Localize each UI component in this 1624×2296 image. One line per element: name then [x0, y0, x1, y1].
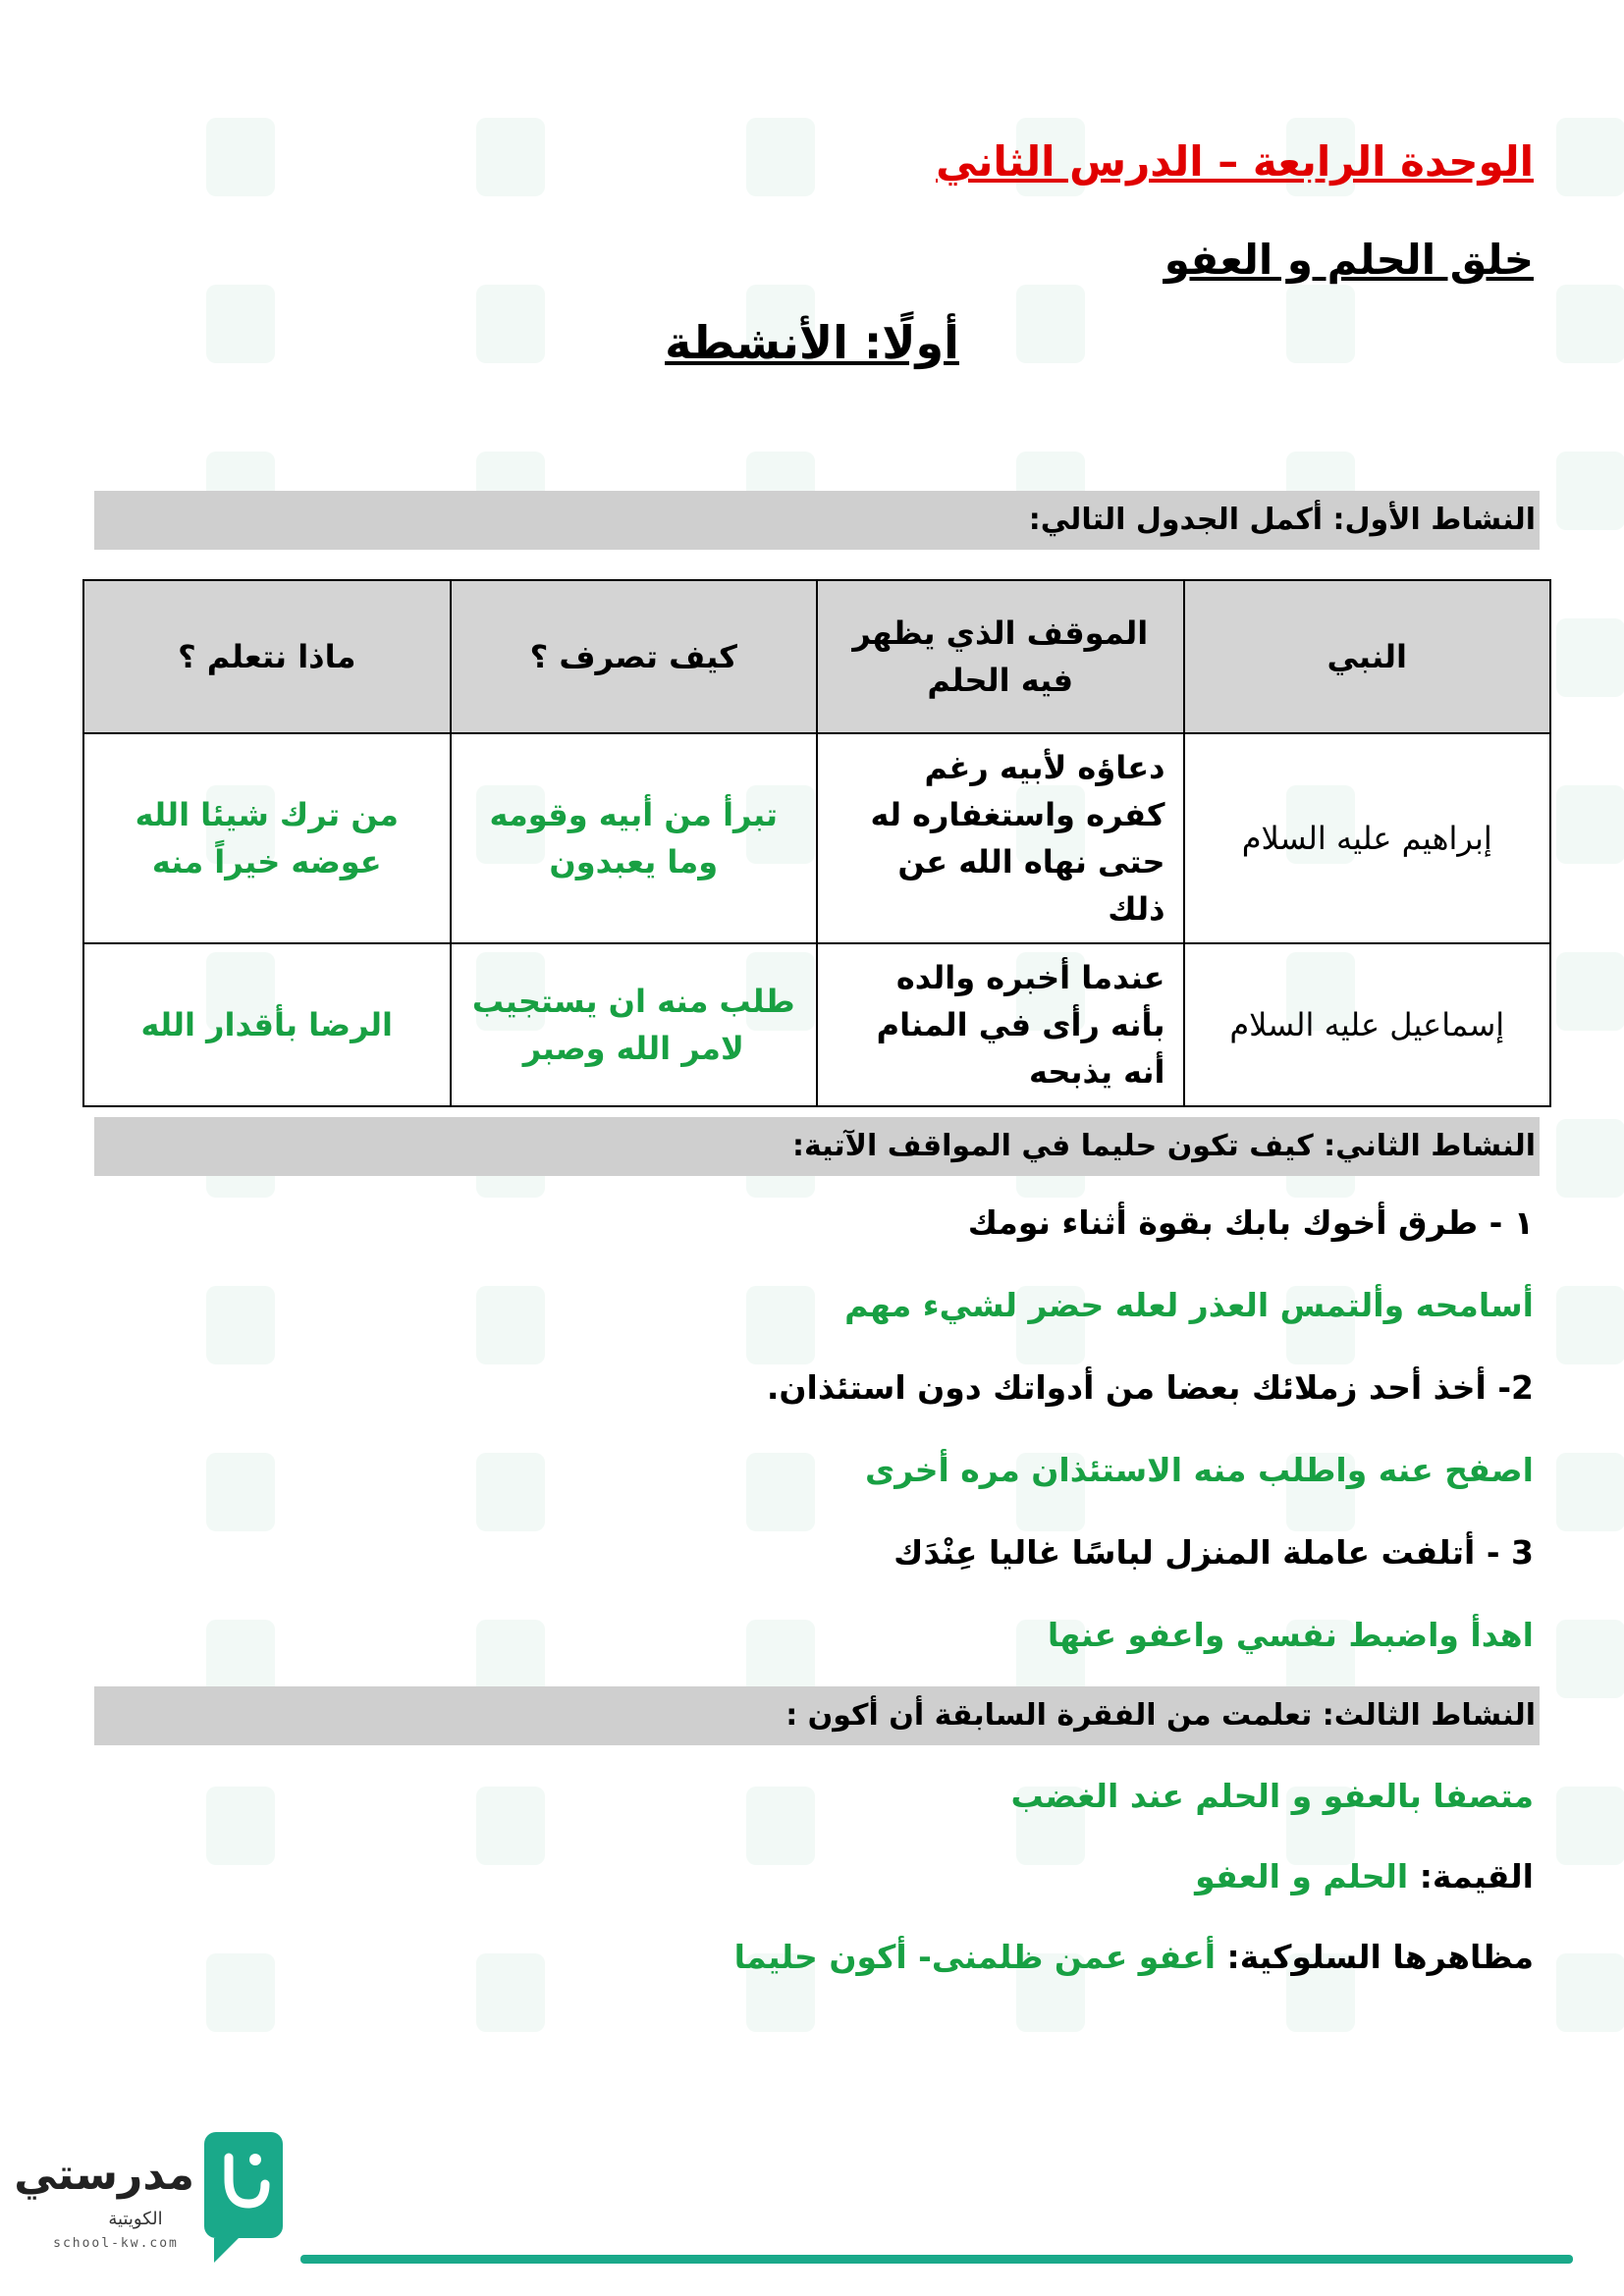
watermark-mark-icon	[1556, 1620, 1624, 1698]
question-3: 3 - أتلفت عاملة المنزل لباسًا غاليا عِنْدَك	[893, 1533, 1534, 1572]
watermark-tile	[309, 1443, 565, 1561]
watermark-mark-icon	[206, 1286, 275, 1364]
watermark-mark-icon	[476, 1953, 545, 2032]
watermark-mark-icon	[746, 1787, 815, 1865]
watermark-tile	[579, 1777, 835, 1895]
watermark-mark-icon	[746, 1453, 815, 1531]
watermark-tile	[39, 108, 295, 226]
column-header: النبي	[1184, 580, 1551, 733]
value-label: القيمة:	[1419, 1857, 1534, 1896]
answer-2: اصفح عنه واطلب منه الاستئذان مره أخرى	[864, 1451, 1534, 1489]
watermark-mark-icon	[1556, 618, 1624, 697]
lesson-cell: الرضا بأقدار الله	[83, 943, 451, 1106]
watermark-tile	[39, 1777, 295, 1895]
value-line	[1195, 1857, 1534, 1896]
watermark-mark-icon	[476, 1453, 545, 1531]
watermark-mark-icon	[1556, 1787, 1624, 1865]
watermark-mark-icon	[746, 1286, 815, 1364]
answer-1: أسامحه وألتمس العذر لعله حضر لشيء مهم	[844, 1286, 1534, 1324]
prophet-cell: إبراهيم عليه السلام	[1184, 733, 1551, 943]
watermark-mark-icon	[206, 1953, 275, 2032]
activity2-title: النشاط الثاني: كيف تكون حليما في المواقف الآتية:	[94, 1117, 1540, 1176]
watermark-mark-icon	[1556, 1286, 1624, 1364]
table-row	[83, 733, 1550, 943]
watermark-mark-icon	[746, 118, 815, 196]
watermark-mark-icon	[1556, 785, 1624, 864]
behaviors-line	[734, 1938, 1534, 1976]
watermark-mark-icon	[206, 1787, 275, 1865]
table-row	[83, 943, 1550, 1106]
action-cell: طلب منه ان يستجيب لامر الله وصبر	[451, 943, 818, 1106]
watermark-mark-icon	[1556, 1453, 1624, 1531]
watermark-tile	[309, 108, 565, 226]
column-header: الموقف الذي يظهر فيه الحلم	[817, 580, 1184, 733]
watermark-mark-icon	[206, 118, 275, 196]
logo-sub: الكويتية	[108, 2209, 163, 2229]
column-header: ماذا نتعلم ؟	[83, 580, 451, 733]
watermark-tile	[39, 1443, 295, 1561]
watermark-mark-icon	[1556, 118, 1624, 196]
prophet-cell: إسماعيل عليه السلام	[1184, 943, 1551, 1106]
activity3-answer: متصفا بالعفو و الحلم عند الغضب	[1010, 1777, 1534, 1815]
watermark-tile	[309, 1777, 565, 1895]
unit-title: الوحدة الرابعة – الدرس الثاني	[936, 137, 1534, 186]
answer-3: اهدأ واضبط نفسي واعفو عنها	[1047, 1616, 1534, 1654]
behaviors-label: مظاهرها السلوكية:	[1226, 1938, 1534, 1976]
footer-divider	[300, 2255, 1573, 2264]
lesson-cell: من ترك شيئا الله عوضه خيراً منه	[83, 733, 451, 943]
watermark-tile	[579, 1443, 835, 1561]
question-2: 2- أخذ أحد زملائك بعضا من أدواتك دون استئذان.	[766, 1368, 1534, 1407]
watermark-tile	[39, 1276, 295, 1394]
watermark-mark-icon	[476, 1787, 545, 1865]
watermark-mark-icon	[1556, 452, 1624, 530]
logo-url: school-kw.com	[53, 2236, 179, 2251]
watermark-mark-icon	[1556, 1119, 1624, 1198]
value-text: الحلم و العفو	[1195, 1857, 1409, 1896]
activity1-title: النشاط الأول: أكمل الجدول التالي:	[94, 491, 1540, 550]
watermark-mark-icon	[476, 1286, 545, 1364]
section-title: أولًا: الأنشطة	[665, 316, 959, 369]
watermark-tile	[579, 108, 835, 226]
watermark-mark-icon	[206, 1453, 275, 1531]
question-1: ١ - طرق أخوك بابك بقوة أثناء نومك	[967, 1203, 1534, 1242]
madrasati-logo	[14, 2110, 293, 2287]
watermark-mark-icon	[1556, 1953, 1624, 2032]
prophets-table	[82, 579, 1551, 1107]
column-header: كيف تصرف ؟	[451, 580, 818, 733]
situation-cell: عندما أخبره والده بأنه رأى في المنام أنه يذبحه	[817, 943, 1184, 1106]
table-header-row	[83, 580, 1550, 733]
watermark-tile	[309, 1944, 565, 2061]
watermark-mark-icon	[476, 118, 545, 196]
action-cell: تبرأ من أبيه وقومه وما يعبدون	[451, 733, 818, 943]
behaviors-text: أعفو عمن ظلمنى- أكون حليما	[733, 1938, 1217, 1976]
lesson-title: خلق الحلم و العفو	[1164, 236, 1534, 284]
activity3-title: النشاط الثالث: تعلمت من الفقرة السابقة أن أكون :	[94, 1686, 1540, 1745]
watermark-tile	[309, 1276, 565, 1394]
watermark-tile	[39, 1944, 295, 2061]
situation-cell: دعاؤه لأبيه رغم كفره واستغفاره له حتى نهاه الله عن ذلك	[817, 733, 1184, 943]
watermark-mark-icon	[1556, 952, 1624, 1031]
logo-name: مدرستي	[14, 2150, 194, 2200]
